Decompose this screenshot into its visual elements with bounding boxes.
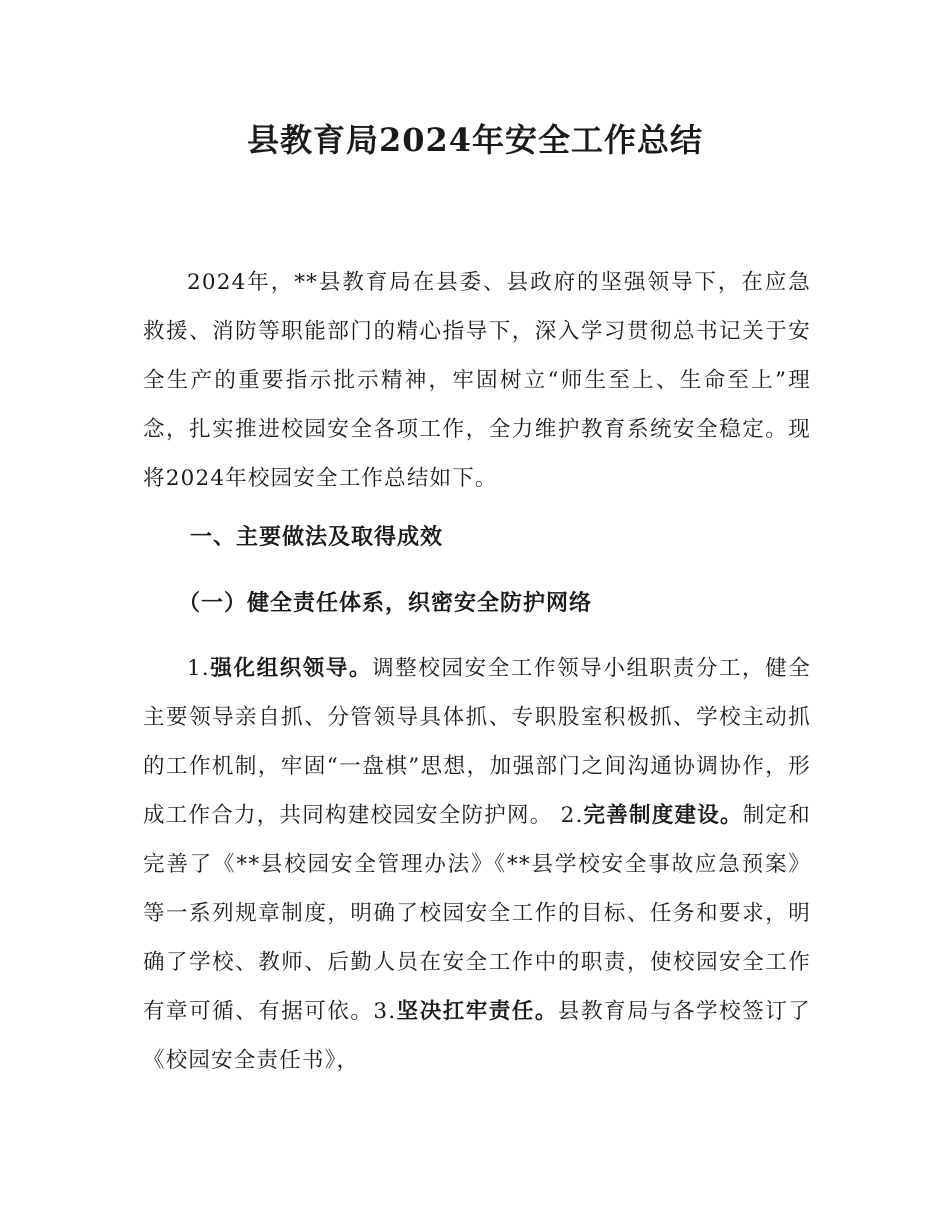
item-1-text: 调整校园安全工作领导小组职责分工，健全主要领导亲自抓、分管领导具体抓、专职股室积极抓、学校主动抓的工作机制，牢固“一盘棋”思想，加强部门之间沟通协调协作，形成工作合力，共同构建校园安全防护网。 [143, 656, 811, 828]
item-1-number: 1. [187, 656, 210, 681]
item-2-lead: 完善制度建设。 [583, 803, 743, 828]
item-3-lead: 坚决扛牢责任。 [396, 999, 558, 1024]
subsection-heading-1: （一）健全责任体系，织密安全防护网络 [178, 591, 593, 616]
item-3-text: 县教育局与各学校签订了《校园安全责任书》， [143, 999, 811, 1073]
item-1-lead: 强化组织领导。 [209, 656, 373, 681]
item-2-text: 制定和完善了《**县校园安全管理办法》《**县学校安全事故应急预案》等一系列规章制度，明确了校园安全工作的目标、任务和要求，明确了学校、教师、后勤人员在安全工作中的职责，使校园安全工作有章可循、有据可依。 [143, 803, 811, 1024]
document-title: 县教育局2024年安全工作总结 [246, 121, 704, 159]
items-paragraph [143, 644, 811, 1085]
item-2-number: 2. [552, 803, 584, 828]
section-heading-1: 一、主要做法及取得成效 [190, 525, 444, 550]
item-3-number: 3. [373, 999, 397, 1024]
intro-paragraph: 2024年，**县教育局在县委、县政府的坚强领导下，在应急救援、消防等职能部门的精心指导下，深入学习贯彻总书记关于安全生产的重要指示批示精神，牢固树立“师生至上、生命至上”理念，扎实推进校园安全各项工作，全力维护教育系统安全稳定。现将2024年校园安全工作总结如下。 [143, 270, 811, 491]
